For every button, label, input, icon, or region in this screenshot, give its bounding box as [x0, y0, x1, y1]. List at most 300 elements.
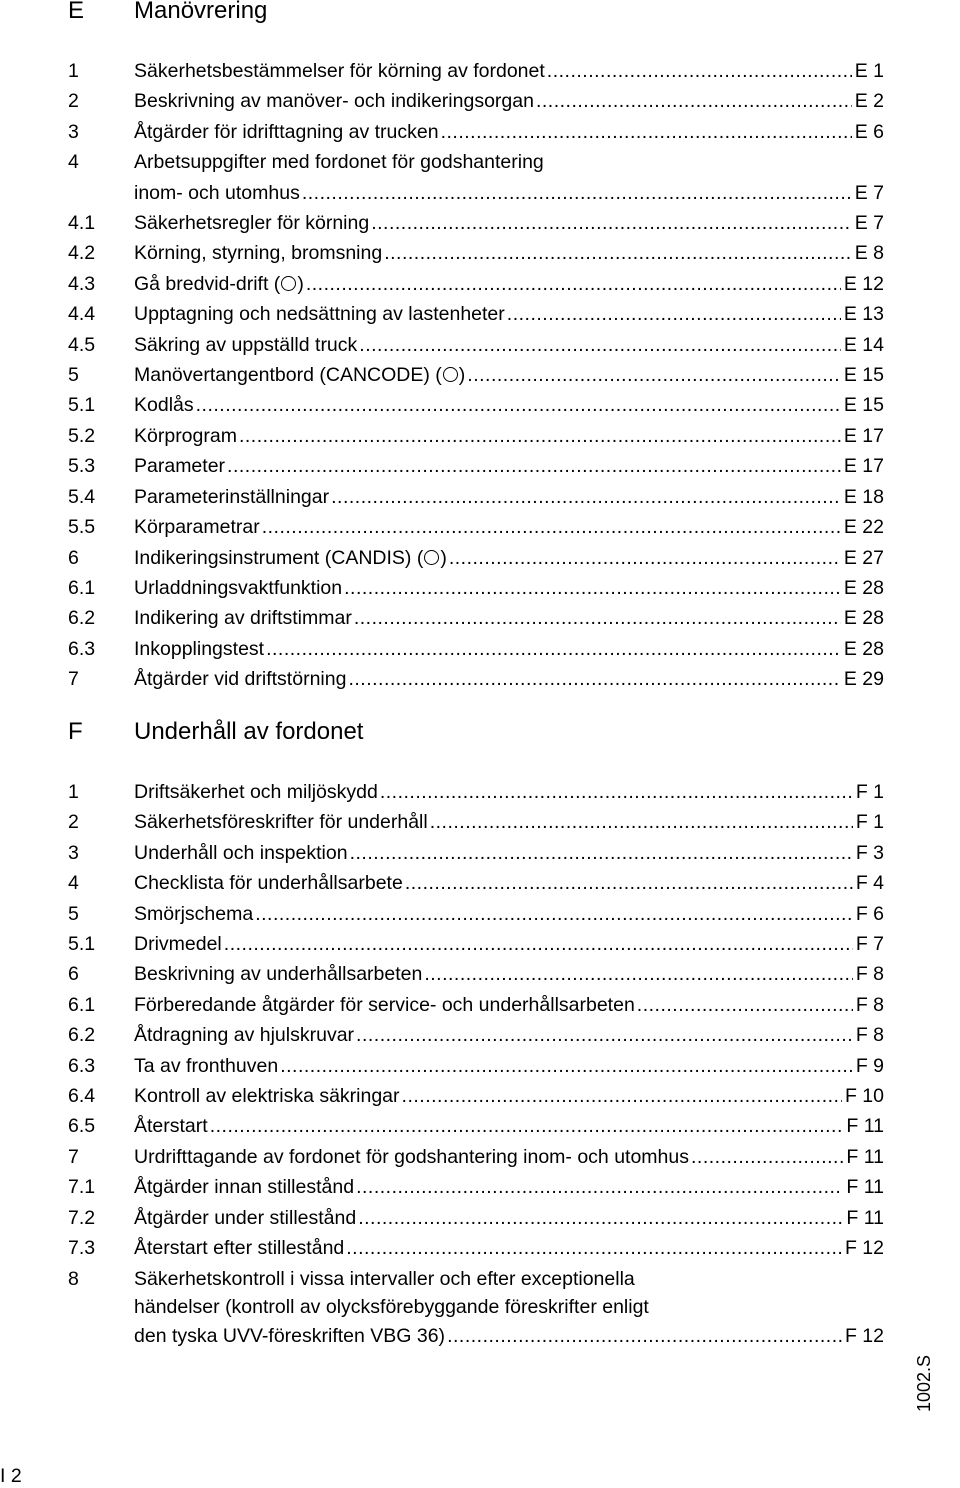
toc-entry-title-text: Beskrivning av manöver- och indikeringsorgan	[134, 90, 534, 113]
toc-entry-title	[134, 929, 224, 959]
toc-entry-number: 4.1	[68, 212, 96, 235]
toc-entry-leader-line	[134, 777, 884, 807]
toc-dot-leader	[348, 664, 840, 694]
toc-entry[interactable]	[0, 269, 960, 299]
toc-entry-leader-line	[134, 573, 884, 603]
toc-entry-title-text: Körparametrar	[134, 516, 260, 539]
toc-entry-title	[134, 573, 344, 603]
toc-entry-title	[134, 208, 371, 238]
circle-symbol-icon	[443, 367, 458, 382]
toc-entry-title	[134, 838, 350, 868]
toc-entry-title-text: Parameterinställningar	[134, 485, 330, 508]
toc-entry-title-text: Indikeringsinstrument (CANDIS) (	[134, 546, 424, 569]
toc-entry-title	[134, 603, 354, 633]
toc-entry-number: 6.1	[68, 576, 96, 599]
toc-entry-title	[134, 421, 239, 451]
toc-entry[interactable]	[0, 603, 960, 633]
toc-entry-number: 6.3	[68, 637, 96, 660]
toc-entry-title	[134, 664, 348, 694]
toc-entry-leader-line	[134, 299, 884, 329]
toc-entry-title	[134, 238, 384, 268]
toc-entry-body	[134, 868, 884, 898]
toc-entry-body	[134, 451, 884, 481]
toc-entry-number: 6	[68, 963, 79, 986]
toc-entry-body	[134, 664, 884, 694]
toc-entry[interactable]	[0, 208, 960, 238]
toc-entry-page: E 13	[843, 303, 884, 326]
toc-entry-title	[134, 1051, 280, 1081]
section-e-toc	[0, 56, 960, 695]
toc-entry-leader-line	[134, 330, 884, 360]
toc-entry-title	[134, 634, 266, 664]
toc-entry-number: 5	[68, 364, 79, 387]
toc-entry-leader-line	[134, 543, 884, 573]
toc-entry[interactable]	[0, 360, 960, 390]
toc-entry-page: F 12	[844, 1237, 884, 1260]
toc-dot-leader	[239, 421, 841, 451]
toc-entry-body	[134, 421, 884, 451]
toc-entry-leader-line	[134, 360, 884, 390]
toc-entry-page: F 8	[855, 963, 884, 986]
toc-entry-number: 3	[68, 120, 79, 143]
toc-entry-page: E 18	[843, 485, 884, 508]
toc-entry-text-line: Arbetsuppgifter med fordonet för godshantering	[134, 151, 544, 174]
toc-entry-page: E 17	[843, 455, 884, 478]
toc-entry-body	[134, 1203, 884, 1233]
toc-entry-number: 7.2	[68, 1206, 96, 1229]
toc-entry-body	[134, 512, 884, 542]
toc-entry-title	[134, 1172, 356, 1202]
toc-entry-number: 4	[68, 872, 79, 895]
toc-entry-page: E 29	[843, 668, 884, 691]
toc-dot-leader	[467, 360, 841, 390]
toc-entry-number: 6.4	[68, 1085, 96, 1108]
toc-entry-body	[134, 1264, 884, 1352]
toc-entry-body	[134, 1172, 884, 1202]
toc-entry-title-text: Ta av fronthuven	[134, 1054, 279, 1077]
toc-entry-title-text: Återstart efter stillestånd	[134, 1237, 345, 1260]
toc-entry-title	[134, 1203, 358, 1233]
toc-entry-title	[134, 178, 302, 208]
toc-entry-title-text: Säkring av uppställd truck	[134, 333, 358, 356]
document-code: 1002.S	[914, 1354, 934, 1412]
toc-entry-page: E 17	[843, 424, 884, 447]
toc-entry-title	[134, 1233, 346, 1263]
toc-entry-leader-line	[134, 421, 884, 451]
toc-entry-title	[134, 56, 547, 86]
toc-entry-title	[134, 117, 441, 147]
toc-entry-body	[134, 86, 884, 116]
toc-entry-title-text: Upptagning och nedsättning av lastenheter	[134, 303, 505, 326]
toc-entry-title-text: Åtgärder vid driftstörning	[134, 668, 347, 691]
toc-entry[interactable]	[0, 1233, 960, 1263]
toc-entry-page: E 22	[843, 516, 884, 539]
toc-dot-leader	[280, 1051, 853, 1081]
toc-entry[interactable]	[0, 634, 960, 664]
toc-entry-page: F 1	[855, 781, 884, 803]
toc-entry-leader-line	[134, 603, 884, 633]
toc-entry-title	[134, 543, 449, 573]
toc-entry-text-line: händelser (kontroll av olycksförebyggande föreskrifter enligt	[134, 1295, 649, 1318]
toc-entry-page: E 28	[843, 607, 884, 630]
toc-entry-number: 7	[68, 1145, 79, 1168]
section-f-toc	[0, 777, 960, 1351]
toc-dot-leader	[350, 838, 853, 868]
toc-entry[interactable]	[0, 899, 960, 929]
toc-entry-title-text: Återstart	[134, 1115, 208, 1138]
toc-entry-number: 6.5	[68, 1115, 96, 1138]
toc-entry-leader-line	[134, 1142, 884, 1172]
toc-dot-leader	[196, 390, 841, 420]
toc-entry-leader-line	[134, 56, 884, 86]
toc-entry[interactable]	[0, 421, 960, 451]
toc-dot-leader	[441, 117, 852, 147]
toc-entry-title-suffix: )	[297, 272, 304, 295]
section-f-letter: F	[68, 718, 83, 745]
toc-entry-title-text: Kodlås	[134, 394, 194, 417]
toc-entry-leader-line	[134, 1203, 884, 1233]
toc-entry[interactable]	[0, 838, 960, 868]
toc-entry-number: 5.4	[68, 485, 96, 508]
toc-entry-page: E 2	[854, 90, 884, 113]
toc-entry-leader-line	[134, 482, 884, 512]
toc-entry-title-text: Urdrifttagande av fordonet för godshantering inom- och utomhus	[134, 1145, 689, 1168]
toc-entry[interactable]	[0, 868, 960, 898]
toc-entry-page: F 1	[855, 811, 884, 834]
toc-entry-page: E 8	[854, 242, 884, 265]
toc-entry-leader-line	[134, 868, 884, 898]
toc-entry-title-text: Indikering av driftstimmar	[134, 607, 352, 630]
toc-entry-title-text: Körning, styrning, bromsning	[134, 242, 383, 265]
toc-entry-leader-line	[134, 238, 884, 268]
toc-entry-number: 5	[68, 902, 79, 925]
toc-entry[interactable]	[0, 807, 960, 837]
toc-entry-page: F 11	[846, 1145, 884, 1168]
toc-entry[interactable]	[0, 390, 960, 420]
toc-entry-leader-line	[134, 929, 884, 959]
toc-entry-body	[134, 777, 884, 807]
toc-entry-title-text: Checklista för underhållsarbete	[134, 872, 403, 895]
toc-entry-body	[134, 838, 884, 868]
toc-entry-page: F 7	[855, 933, 884, 956]
toc-dot-leader	[358, 1203, 843, 1233]
toc-entry-body	[134, 543, 884, 573]
toc-entry-title-text: Kontroll av elektriska säkringar	[134, 1085, 400, 1108]
toc-dot-leader	[331, 482, 841, 512]
toc-dot-leader	[356, 1020, 853, 1050]
toc-entry-leader-line	[134, 1321, 884, 1351]
toc-entry-title	[134, 451, 227, 481]
toc-entry[interactable]	[0, 451, 960, 481]
toc-entry-page: E 7	[854, 181, 884, 204]
toc-entry-number: 4	[68, 151, 79, 174]
toc-entry-leader-line	[134, 838, 884, 868]
toc-entry-number: 5.3	[68, 455, 96, 478]
toc-entry-title-text: Gå bredvid-drift (	[134, 272, 281, 295]
toc-entry-leader-line	[134, 390, 884, 420]
toc-entry-number: 5.1	[68, 394, 96, 417]
toc-entry-leader-line	[134, 208, 884, 238]
toc-entry[interactable]	[0, 56, 960, 86]
toc-entry-title-text: Körprogram	[134, 424, 237, 447]
toc-entry[interactable]	[0, 1172, 960, 1202]
toc-entry[interactable]	[0, 1203, 960, 1233]
toc-entry-title	[134, 299, 507, 329]
toc-entry-number: 2	[68, 811, 79, 834]
toc-entry-body	[134, 1020, 884, 1050]
toc-entry-page: F 11	[846, 1115, 884, 1138]
toc-entry-body	[134, 482, 884, 512]
toc-entry[interactable]	[0, 543, 960, 573]
toc-entry-page: E 27	[843, 546, 884, 569]
toc-entry-title-text: Inkopplingstest	[134, 637, 265, 660]
toc-dot-leader	[302, 178, 852, 208]
toc-entry-leader-line	[134, 959, 884, 989]
toc-entry-title	[134, 269, 306, 299]
toc-entry-page: F 10	[844, 1085, 884, 1108]
toc-dot-leader	[255, 899, 853, 929]
toc-entry-title	[134, 1142, 691, 1172]
toc-entry-title	[134, 868, 405, 898]
toc-entry-title-suffix: )	[440, 546, 447, 569]
toc-entry-body	[134, 959, 884, 989]
toc-entry-page: E 12	[843, 272, 884, 295]
toc-entry-title	[134, 330, 359, 360]
toc-entry-title	[134, 1020, 356, 1050]
toc-entry-body	[134, 1081, 884, 1111]
toc-entry[interactable]	[0, 147, 960, 208]
toc-entry[interactable]	[0, 959, 960, 989]
toc-entry-number: 7.1	[68, 1176, 96, 1199]
toc-entry-number: 1	[68, 781, 79, 803]
toc-dot-leader	[405, 868, 853, 898]
toc-entry-title	[134, 990, 637, 1020]
toc-entry-leader-line	[134, 1020, 884, 1050]
toc-entry[interactable]	[0, 1081, 960, 1111]
toc-entry-body	[134, 1233, 884, 1263]
toc-dot-leader	[346, 1233, 842, 1263]
toc-entry-title-text: Förberedande åtgärder för service- och underhållsarbeten	[134, 993, 635, 1016]
toc-entry-text-line: Säkerhetskontroll i vissa intervaller och efter exceptionella	[134, 1267, 635, 1290]
toc-entry-body	[134, 360, 884, 390]
toc-entry-page: F 11	[846, 1206, 884, 1229]
toc-entry-body	[134, 390, 884, 420]
toc-entry-number: 7	[68, 668, 79, 691]
toc-dot-leader	[359, 330, 841, 360]
toc-entry-leader-line	[134, 269, 884, 299]
toc-entry-page: F 8	[855, 1024, 884, 1047]
toc-entry-page: E 28	[843, 637, 884, 660]
toc-entry[interactable]	[0, 990, 960, 1020]
toc-entry-number: 5.2	[68, 424, 96, 447]
toc-entry[interactable]	[0, 238, 960, 268]
toc-entry-page: E 14	[843, 333, 884, 356]
toc-entry[interactable]	[0, 299, 960, 329]
toc-entry-number: 6	[68, 546, 79, 569]
toc-entry[interactable]	[0, 777, 960, 807]
toc-dot-leader	[227, 451, 841, 481]
toc-entry-page: E 15	[843, 394, 884, 417]
toc-dot-leader	[356, 1172, 843, 1202]
toc-entry-body	[134, 929, 884, 959]
toc-entry-title-text: Beskrivning av underhållsarbeten	[134, 963, 423, 986]
toc-entry-title-text: inom- och utomhus	[134, 181, 300, 204]
toc-entry[interactable]	[0, 1264, 960, 1352]
toc-entry-title-text: Underhåll och inspektion	[134, 841, 348, 864]
toc-entry-title	[134, 807, 430, 837]
toc-dot-leader	[306, 269, 841, 299]
toc-entry-title	[134, 899, 255, 929]
toc-entry-body	[134, 147, 884, 208]
toc-entry-leader-line	[134, 1081, 884, 1111]
toc-dot-leader	[354, 603, 841, 633]
toc-entry-title-suffix: )	[458, 364, 466, 387]
toc-entry-title	[134, 390, 196, 420]
toc-entry-body	[134, 330, 884, 360]
toc-entry-page: F 12	[844, 1324, 884, 1347]
toc-entry[interactable]	[0, 86, 960, 116]
toc-dot-leader	[210, 1111, 844, 1141]
toc-dot-leader	[430, 807, 853, 837]
toc-entry-title-text: Åtdragning av hjulskruvar	[134, 1024, 355, 1047]
toc-entry-title	[134, 512, 262, 542]
toc-entry-page: F 8	[855, 993, 884, 1016]
toc-entry-title-text: Åtgärder innan stillestånd	[134, 1176, 355, 1199]
toc-entry-number: 2	[68, 90, 79, 113]
toc-entry-leader-line	[134, 990, 884, 1020]
toc-entry-title-text: Driftsäkerhet och miljöskydd	[134, 781, 378, 803]
toc-entry-page: F 3	[855, 841, 884, 864]
toc-entry[interactable]	[0, 512, 960, 542]
toc-entry-title-text: Drivmedel	[134, 933, 222, 956]
toc-entry-number: 6.3	[68, 1054, 96, 1077]
toc-entry-number: 7.3	[68, 1237, 96, 1260]
toc-entry-title-text: Säkerhetsföreskrifter för underhåll	[134, 811, 428, 834]
toc-dot-leader	[262, 512, 841, 542]
toc-entry-page: E 15	[843, 364, 884, 387]
toc-entry[interactable]	[0, 117, 960, 147]
toc-dot-leader	[637, 990, 853, 1020]
toc-entry-title	[134, 86, 536, 116]
toc-entry-leader-line	[134, 451, 884, 481]
toc-entry-number: 6.2	[68, 607, 96, 630]
toc-entry[interactable]	[0, 1142, 960, 1172]
toc-entry-body	[134, 299, 884, 329]
toc-entry-number: 6.2	[68, 1024, 96, 1047]
toc-entry-body	[134, 573, 884, 603]
toc-entry-title	[134, 959, 424, 989]
toc-entry-title-text: Åtgärder under stillestånd	[134, 1206, 357, 1229]
toc-entry-body	[134, 56, 884, 86]
toc-entry-number: 4.2	[68, 242, 96, 265]
toc-entry-title-text: Urladdningsvaktfunktion	[134, 576, 343, 599]
toc-entry-title	[134, 482, 331, 512]
toc-entry-body	[134, 269, 884, 299]
toc-dot-leader	[424, 959, 852, 989]
toc-entry-leader-line	[134, 1233, 884, 1263]
toc-dot-leader	[380, 777, 853, 807]
page-number: I 2	[0, 1465, 22, 1487]
section-e-title: Manövrering	[134, 0, 268, 24]
toc-entry-number: 3	[68, 841, 79, 864]
toc-entry-page: E 28	[843, 576, 884, 599]
toc-entry-title-text: Säkerhetsbestämmelser för körning av fordonet	[134, 60, 545, 82]
toc-entry-title	[134, 1321, 447, 1351]
toc-entry-body	[134, 1142, 884, 1172]
circle-symbol-icon	[281, 276, 296, 291]
toc-entry-title-text: Åtgärder för idrifttagning av trucken	[134, 120, 439, 143]
toc-dot-leader	[536, 86, 852, 116]
toc-entry[interactable]	[0, 929, 960, 959]
toc-entry-title	[134, 360, 467, 390]
toc-entry-number: 1	[68, 60, 79, 82]
toc-entry[interactable]	[0, 1020, 960, 1050]
toc-entry-body	[134, 1051, 884, 1081]
toc-entry-page: F 6	[855, 902, 884, 925]
toc-entry-leader-line	[134, 512, 884, 542]
toc-entry[interactable]	[0, 573, 960, 603]
section-e-letter: E	[68, 0, 85, 24]
toc-entry[interactable]	[0, 330, 960, 360]
toc-entry-page: F 4	[855, 872, 884, 895]
toc-entry-page: E 7	[854, 212, 884, 235]
toc-entry-title	[134, 1081, 402, 1111]
toc-entry-leader-line	[134, 178, 884, 208]
toc-entry-body	[134, 238, 884, 268]
toc-entry-title-text: Manövertangentbord (CANCODE) (	[134, 364, 442, 387]
circle-symbol-icon	[424, 550, 439, 565]
toc-entry[interactable]	[0, 1111, 960, 1141]
toc-entry[interactable]	[0, 664, 960, 694]
toc-entry-body	[134, 990, 884, 1020]
toc-dot-leader	[371, 208, 852, 238]
toc-entry-number: 4.5	[68, 333, 96, 356]
toc-entry-number: 8	[68, 1267, 79, 1290]
toc-entry-body	[134, 807, 884, 837]
toc-entry-leader-line	[134, 899, 884, 929]
toc-entry-number: 5.5	[68, 516, 96, 539]
toc-entry-body	[134, 634, 884, 664]
toc-entry-title-text: Smörjschema	[134, 902, 254, 925]
toc-entry-page: F 11	[846, 1176, 884, 1199]
section-f-title: Underhåll av fordonet	[134, 718, 364, 745]
toc-entry-body	[134, 117, 884, 147]
toc-entry-leader-line	[134, 634, 884, 664]
toc-entry[interactable]	[0, 1051, 960, 1081]
toc-entry-title-text: Säkerhetsregler för körning	[134, 212, 370, 235]
toc-dot-leader	[507, 299, 841, 329]
toc-entry-title-text: Parameter	[134, 455, 226, 478]
toc-entry-leader-line	[134, 1051, 884, 1081]
toc-entry-leader-line	[134, 664, 884, 694]
toc-entry-title-text: den tyska UVV-föreskriften VBG 36)	[134, 1324, 446, 1347]
toc-dot-leader	[344, 573, 841, 603]
toc-dot-leader	[447, 1321, 842, 1351]
toc-entry-number: 4.4	[68, 303, 96, 326]
toc-entry-leader-line	[134, 86, 884, 116]
toc-entry-leader-line	[134, 807, 884, 837]
toc-entry-page: E 6	[854, 120, 884, 143]
toc-entry-number: 5.1	[68, 933, 96, 956]
toc-entry[interactable]	[0, 482, 960, 512]
toc-entry-page: F 9	[855, 1054, 884, 1077]
toc-entry-number: 6.1	[68, 993, 96, 1016]
toc-entry-title	[134, 1111, 210, 1141]
toc-dot-leader	[691, 1142, 843, 1172]
toc-entry-number: 4.3	[68, 272, 96, 295]
toc-entry-body	[134, 208, 884, 238]
toc-entry-body	[134, 603, 884, 633]
